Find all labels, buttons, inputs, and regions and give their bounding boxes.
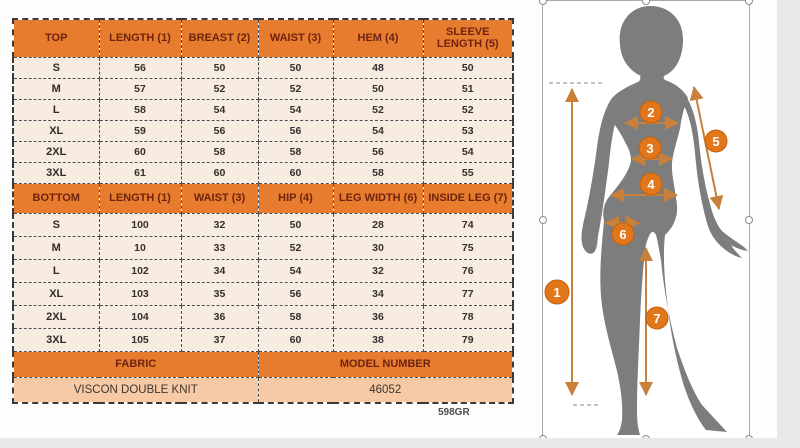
- size-cell: M: [13, 78, 99, 99]
- size-cell: S: [13, 57, 99, 78]
- size-cell: 2XL: [13, 305, 99, 328]
- fabric-header-row: [13, 351, 513, 377]
- value-cell: 56: [181, 120, 258, 141]
- value-cell: 60: [258, 162, 333, 183]
- value-cell: 58: [333, 162, 423, 183]
- value-cell: 50: [258, 213, 333, 236]
- bottom-header-cell: HIP (4): [258, 183, 333, 213]
- size-cell: S: [13, 213, 99, 236]
- top-header-cell: TOP: [13, 19, 99, 57]
- selection-handle-mid-right[interactable]: [745, 216, 753, 224]
- top-header-row: [13, 19, 513, 57]
- value-cell: 52: [333, 99, 423, 120]
- marker-5-label: 5: [712, 134, 720, 149]
- size-cell: 3XL: [13, 162, 99, 183]
- bottom-header-cell: LEG WIDTH (6): [333, 183, 423, 213]
- value-cell: 100: [99, 213, 181, 236]
- value-cell: 61: [99, 162, 181, 183]
- marker-2: [640, 101, 662, 123]
- value-cell: 58: [181, 141, 258, 162]
- value-cell: 58: [258, 305, 333, 328]
- table-row: [13, 78, 513, 99]
- value-cell: 50: [423, 57, 513, 78]
- measurement-figure: [543, 1, 749, 439]
- size-cell: 2XL: [13, 141, 99, 162]
- marker-6-label: 6: [619, 227, 627, 242]
- value-cell: 54: [333, 120, 423, 141]
- value-cell: 57: [99, 78, 181, 99]
- value-cell: 74: [423, 213, 513, 236]
- top-header-cell: BREAST (2): [181, 19, 258, 57]
- table-row: [13, 328, 513, 351]
- value-cell: 32: [333, 259, 423, 282]
- value-cell: 104: [99, 305, 181, 328]
- model-number-value-cell: 46052: [258, 377, 513, 403]
- marker-4-label: 4: [647, 177, 655, 192]
- value-cell: 35: [181, 282, 258, 305]
- marker-2-label: 2: [647, 105, 655, 120]
- size-cell: XL: [13, 282, 99, 305]
- size-cell: 3XL: [13, 328, 99, 351]
- size-cell: L: [13, 99, 99, 120]
- table-row: [13, 305, 513, 328]
- marker-3: [639, 137, 661, 159]
- value-cell: 75: [423, 236, 513, 259]
- fabric-value-row: [13, 377, 513, 403]
- value-cell: 37: [181, 328, 258, 351]
- value-cell: 58: [99, 99, 181, 120]
- product-code: 598GR: [438, 407, 470, 418]
- value-cell: 28: [333, 213, 423, 236]
- value-cell: 54: [258, 259, 333, 282]
- value-cell: 59: [99, 120, 181, 141]
- size-cell: XL: [13, 120, 99, 141]
- body-silhouette: [582, 6, 748, 435]
- value-cell: 34: [333, 282, 423, 305]
- value-cell: 103: [99, 282, 181, 305]
- value-cell: 54: [423, 141, 513, 162]
- marker-4: [640, 173, 662, 195]
- marker-3-label: 3: [646, 141, 654, 156]
- value-cell: 102: [99, 259, 181, 282]
- marker-7: [646, 307, 668, 329]
- value-cell: 55: [423, 162, 513, 183]
- value-cell: 50: [258, 57, 333, 78]
- value-cell: 10: [99, 236, 181, 259]
- marker-5: [705, 130, 727, 152]
- table-row: [13, 213, 513, 236]
- bottom-header-cell: INSIDE LEG (7): [423, 183, 513, 213]
- table-row: [13, 259, 513, 282]
- top-header-cell: WAIST (3): [258, 19, 333, 57]
- table-row: [13, 162, 513, 183]
- table-row: [13, 236, 513, 259]
- value-cell: 38: [333, 328, 423, 351]
- fabric-value-cell: VISCON DOUBLE KNIT: [13, 377, 258, 403]
- value-cell: 52: [423, 99, 513, 120]
- value-cell: 50: [181, 57, 258, 78]
- size-chart-table: [12, 18, 514, 404]
- selection-handle-mid-left[interactable]: [539, 216, 547, 224]
- size-chart: [12, 18, 514, 404]
- value-cell: 105: [99, 328, 181, 351]
- size-cell: L: [13, 259, 99, 282]
- measurement-figure-panel: [542, 0, 750, 440]
- marker-1: [545, 280, 569, 304]
- size-cell: M: [13, 236, 99, 259]
- bottom-header-row: [13, 183, 513, 213]
- table-row: [13, 99, 513, 120]
- table-row: [13, 282, 513, 305]
- value-cell: 48: [333, 57, 423, 78]
- value-cell: 78: [423, 305, 513, 328]
- value-cell: 53: [423, 120, 513, 141]
- marker-1-label: 1: [553, 285, 561, 300]
- value-cell: 79: [423, 328, 513, 351]
- value-cell: 56: [333, 141, 423, 162]
- value-cell: 60: [99, 141, 181, 162]
- value-cell: 56: [99, 57, 181, 78]
- value-cell: 50: [333, 78, 423, 99]
- value-cell: 36: [181, 305, 258, 328]
- value-cell: 60: [258, 328, 333, 351]
- value-cell: 52: [258, 236, 333, 259]
- top-header-cell: LENGTH (1): [99, 19, 181, 57]
- value-cell: 60: [181, 162, 258, 183]
- canvas-gutter-right: [777, 0, 800, 448]
- top-header-cell: SLEEVE LENGTH (5): [423, 19, 513, 57]
- value-cell: 54: [181, 99, 258, 120]
- value-cell: 54: [258, 99, 333, 120]
- right-arm-shape: [684, 98, 748, 258]
- value-cell: 77: [423, 282, 513, 305]
- table-row: [13, 141, 513, 162]
- value-cell: 56: [258, 120, 333, 141]
- value-cell: 58: [258, 141, 333, 162]
- model-number-header-cell: MODEL NUMBER: [258, 351, 513, 377]
- value-cell: 32: [181, 213, 258, 236]
- bottom-header-cell: WAIST (3): [181, 183, 258, 213]
- table-row: [13, 57, 513, 78]
- canvas-gutter-bottom: [0, 438, 800, 448]
- value-cell: 36: [333, 305, 423, 328]
- marker-6: [612, 223, 634, 245]
- bottom-header-cell: LENGTH (1): [99, 183, 181, 213]
- table-row: [13, 120, 513, 141]
- value-cell: 51: [423, 78, 513, 99]
- fabric-header-cell: FABRIC: [13, 351, 258, 377]
- value-cell: 76: [423, 259, 513, 282]
- bottom-header-cell: BOTTOM: [13, 183, 99, 213]
- value-cell: 30: [333, 236, 423, 259]
- value-cell: 56: [258, 282, 333, 305]
- selection-handle-top-right[interactable]: [745, 0, 753, 5]
- value-cell: 52: [258, 78, 333, 99]
- top-header-cell: HEM (4): [333, 19, 423, 57]
- value-cell: 52: [181, 78, 258, 99]
- value-cell: 33: [181, 236, 258, 259]
- value-cell: 34: [181, 259, 258, 282]
- marker-7-label: 7: [653, 311, 661, 326]
